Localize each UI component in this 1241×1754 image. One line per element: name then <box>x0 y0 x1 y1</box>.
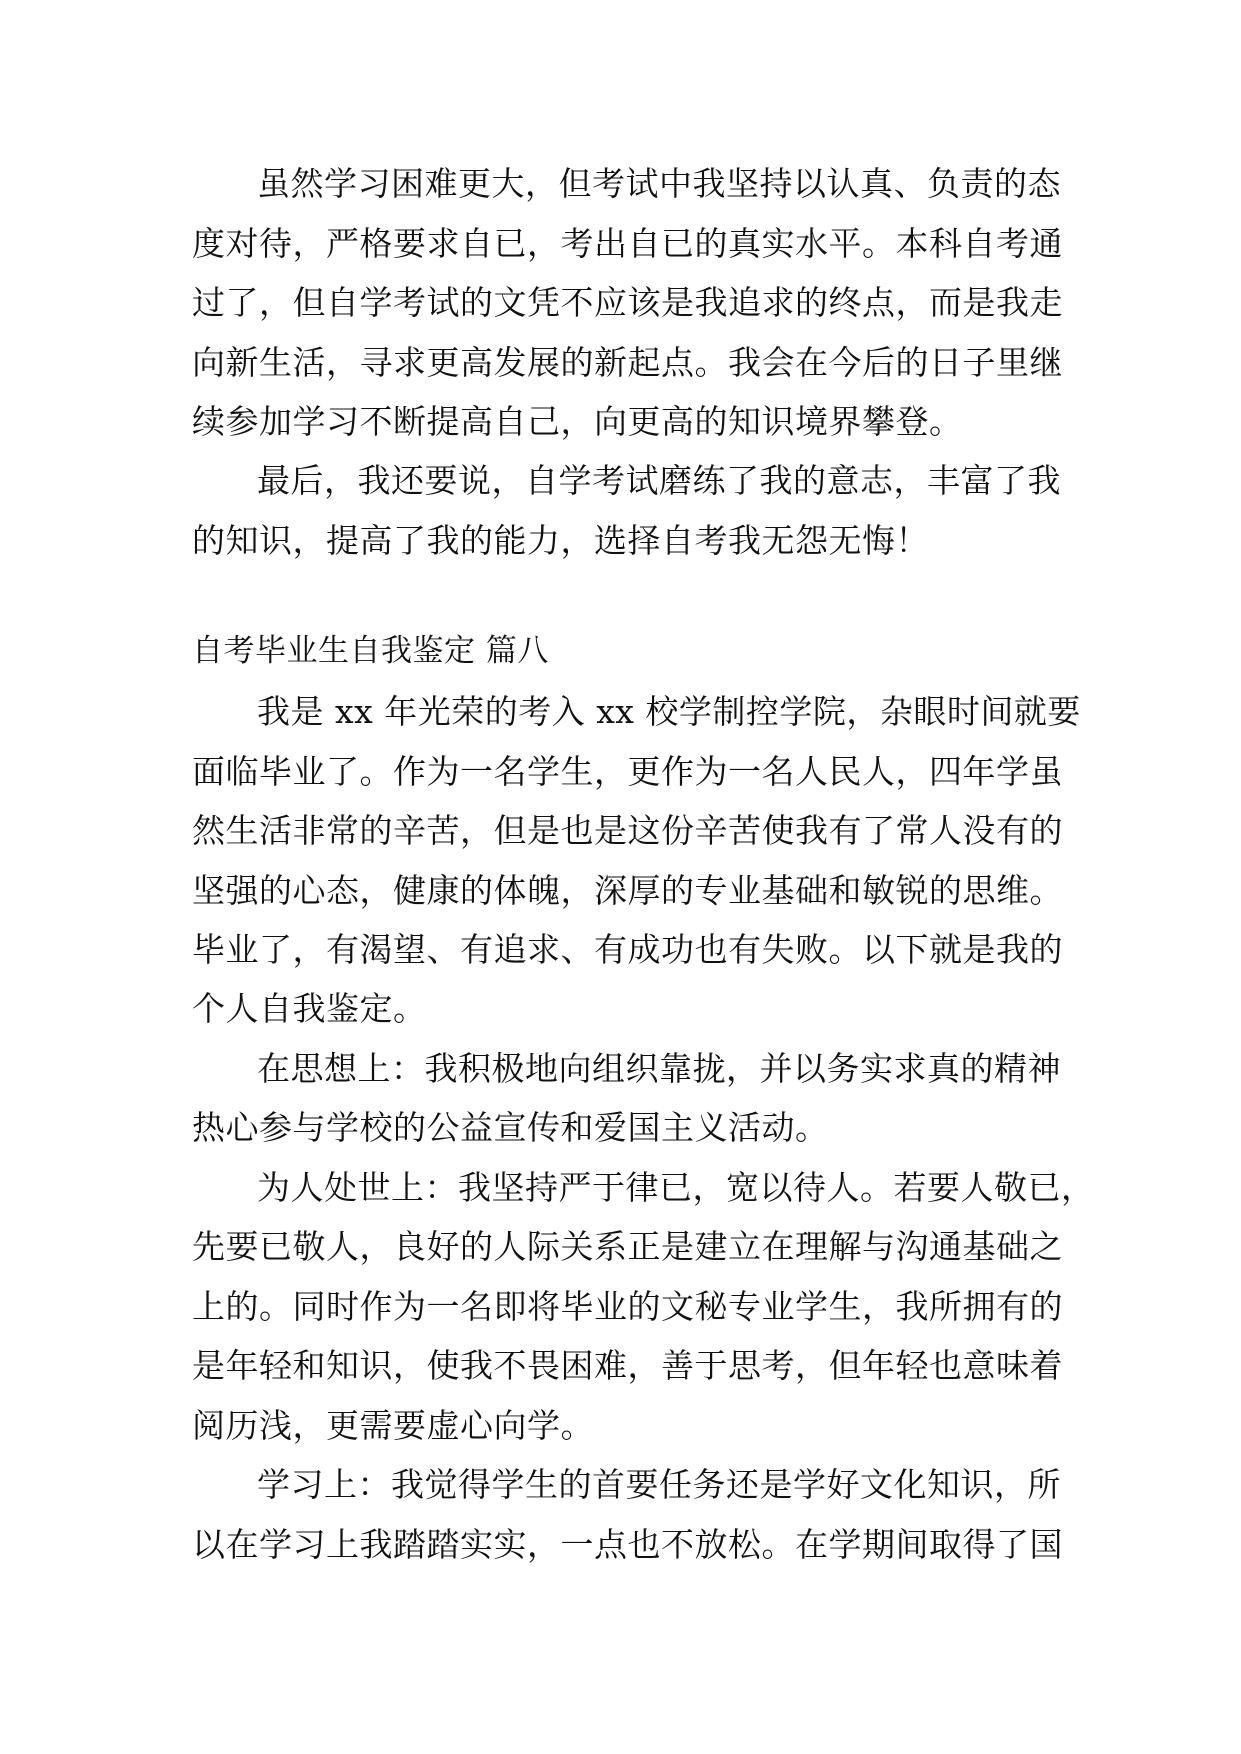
paragraph-1-line-2: 度对待，严格要求自已，考出自已的真实水平。本科自考通 <box>192 224 1063 263</box>
paragraph-6-line-1: 学习上：我觉得学生的首要任务还是学好文化知识，所 <box>257 1465 1061 1504</box>
paragraph-1-line-5: 续参加学习不断提高自己，向更高的知识境界攀登。 <box>192 402 963 441</box>
paragraph-3-line-6: 个人自我鉴定。 <box>192 989 427 1028</box>
paragraph-5-line-5: 阅历浅，更需要虚心向学。 <box>192 1406 594 1445</box>
paragraph-4-line-2: 热心参与学校的公益宣传和爱国主义活动。 <box>192 1108 829 1147</box>
paragraph-4-line-1: 在思想上：我积极地向组织靠拢，并以务实求真的精神 <box>257 1049 1061 1088</box>
paragraph-5-line-3: 上的。同时作为一名即将毕业的文秘专业学生，我所拥有的 <box>192 1287 1063 1326</box>
paragraph-1-line-3: 过了，但自学考试的文凭不应该是我追求的终点，而是我走 <box>192 283 1063 322</box>
paragraph-1-line-1: 虽然学习困难更大，但考试中我坚持以认真、负责的态 <box>257 164 1061 203</box>
section-heading: 自考毕业生自我鉴定 篇八 <box>192 633 549 669</box>
paragraph-1-line-4: 向新生活，寻求更高发展的新起点。我会在今后的日子里继 <box>192 343 1063 382</box>
paragraph-3-line-5: 毕业了，有渴望、有追求、有成功也有失败。以下就是我的 <box>192 930 1063 969</box>
paragraph-5-line-4: 是年轻和知识，使我不畏困难，善于思考，但年轻也意味着 <box>192 1346 1063 1385</box>
paragraph-3-line-3: 然生活非常的辛苦，但是也是这份辛苦使我有了常人没有的 <box>192 811 1063 850</box>
paragraph-2-line-1: 最后，我还要说，自学考试磨练了我的意志，丰富了我 <box>257 461 1061 500</box>
paragraph-5-line-2: 先要已敬人，良好的人际关系正是建立在理解与沟通基础之 <box>192 1227 1063 1266</box>
paragraph-2-line-2: 的知识，提高了我的能力，选择自考我无怨无悔！ <box>192 521 929 560</box>
paragraph-3-line-1: 我是 xx 年光荣的考入 xx 校学制控学院，杂眼时间就要 <box>257 692 1081 731</box>
paragraph-3-line-4: 坚强的心态，健康的体魄，深厚的专业基础和敏锐的思维。 <box>192 871 1063 910</box>
paragraph-6-line-2: 以在学习上我踏踏实实，一点也不放松。在学期间取得了国 <box>192 1525 1063 1564</box>
paragraph-3-line-2: 面临毕业了。作为一名学生，更作为一名人民人，四年学虽 <box>192 752 1063 791</box>
paragraph-5-line-1: 为人处世上：我坚持严于律已，宽以待人。若要人敬已， <box>257 1168 1095 1207</box>
